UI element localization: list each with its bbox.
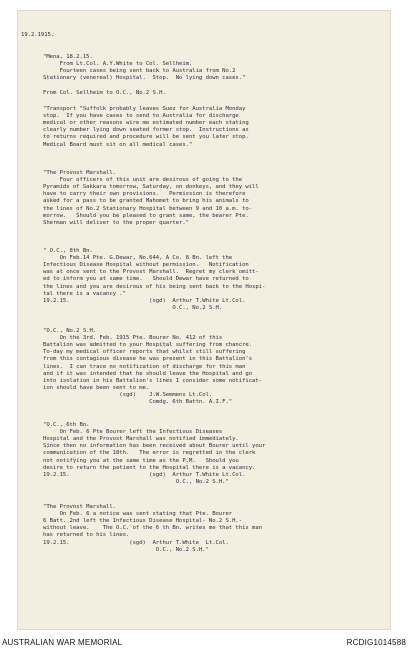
message-line: On Feb. 6 a notice was sent stating that Pte. Bourer xyxy=(43,511,233,518)
message-line: morrow. Should you be pleased to grant same, the bearer Pte. xyxy=(43,212,249,219)
message-line: Medical Board must sit on all medical cases." xyxy=(43,141,193,148)
message-line: Comdg. 6th Battn. A.I.F." xyxy=(43,399,233,405)
message-line: Pyramids of Sakkara tomorrow, Saturday, on donkeys, and they will xyxy=(43,184,259,191)
message-line: has returned to his lines. xyxy=(43,532,130,539)
message-line: On Feb. 6 Pte Bourer left the Infectious Diseases xyxy=(43,429,223,436)
message-line: On Feb.14 Pte. G.Dewar, No.644, A Co. 8 Bn. left the xyxy=(43,255,233,262)
message-line: O.C., No.2 S.H. xyxy=(43,304,223,311)
message-line: Battalion was admitted to your Hospital suffering from chancre. xyxy=(43,342,253,349)
message-line: "The Provost Marshall. xyxy=(43,504,116,510)
message-line: tal there is a vacancy ." xyxy=(43,290,126,297)
message-line: 19.2.15. (sgd) Arthur T.White Lt.Col. xyxy=(43,471,246,478)
footer-institution: AUSTRALIAN WAR MEMORIAL xyxy=(2,638,123,647)
message-line: " O.C., 8th Bn. xyxy=(43,248,93,254)
archive-footer xyxy=(0,636,408,650)
message-line: Sherman will deliver to the proper quarter." xyxy=(43,219,189,226)
message-line: Fourteen cases being sent back to Australia from No.2 xyxy=(43,68,236,75)
message-line: desire to return the patient to the Hospital there is a vacancy. xyxy=(43,464,256,471)
message-line: Infectious Disease Hospital without permission. Notification xyxy=(43,262,249,269)
message-line: On the 3rd. Feb. 1915 Pte. Bourer No. 412 of this xyxy=(43,335,223,342)
message-line: Four officers of this unit are desirous of going to the xyxy=(43,177,243,184)
message-line: lines. I can trace no notification of discharge for this man xyxy=(43,363,246,370)
message-line: not notifying you at the same time as the P.M. Should you xyxy=(43,457,239,464)
message-line: Stationary (venereal) Hospital. Stop. No lying down cases." xyxy=(43,75,246,82)
message-line: "Mena, 18.2.15. xyxy=(43,54,93,60)
message-line: without leave. The O.C. of the 6 th Bn. writes me that this man xyxy=(43,525,262,532)
message-line: into isolation in his Battalion's lines I consider some notificat- xyxy=(43,377,262,384)
message-line: asked for a pass to be granted Mahomet to bring his animals to xyxy=(43,198,249,205)
message-line: "Transport "Suffolk probably leaves Suez for Australia Monday xyxy=(43,106,246,112)
message-line: ed to inform you at same time. Should Dewar have returned to xyxy=(43,276,249,283)
message-line: From Col. Sellheim to O.C., No.2 S.H. xyxy=(43,89,166,96)
message-line: (sgd) J.W.Semmens Lt.Col. xyxy=(43,391,213,398)
message-line: 6 Batt. 2nd left the Infectious Disease Hospital- No.2 S.H.- xyxy=(43,518,243,525)
message-line: To-day my medical officer reports that whilst still suffering xyxy=(43,349,246,356)
footer-record-id: RCDIG1014588 xyxy=(346,638,406,647)
message-line: 19.2.15. (sgd) Arthur T.White Lt.Col. xyxy=(43,297,246,304)
message-line: stop. If you have cases to send to Australia for discharge xyxy=(43,113,239,120)
message-line: to returns required and procedure will be sent you later stop. xyxy=(43,134,249,141)
message-line: from this contagious disease he was present in this Battalion's xyxy=(43,356,253,363)
message-line: ion should have been sent to me. xyxy=(43,384,150,391)
message-line: the lines of No.2 Stationary Hospital between 9 and 10 a.m. to- xyxy=(43,205,253,212)
message-line: medical or other reasons wire me estimated number each stating xyxy=(43,120,249,127)
message-line: From Lt.Col. A.Y.White to Col. Sellheim. xyxy=(43,61,193,68)
message-line: Hospital and the Provost Marshall was notified immediately. xyxy=(43,436,239,443)
message-line: "O.C., No.2 S.H. xyxy=(43,328,97,334)
message-line: was at once sent to the Provost Marshall. Regret my clerk omitt- xyxy=(43,269,259,276)
typed-letter-body xyxy=(17,10,391,630)
message-line: clearly number lying down seated former stop. Instructions as xyxy=(43,127,249,134)
message-line: communication of the 18th. The error is regretted in the clerk xyxy=(43,450,256,457)
message-line: O.C., No.2 S.H." xyxy=(43,546,209,553)
message-line: 19.2.15. (sgd) Arthur T.White Lt.Col. xyxy=(43,539,229,546)
message-line: the lines and you are desirous of his being sent back to the Hospi- xyxy=(43,283,266,290)
message-line: have to carry their own provisions. Permission is therefore xyxy=(43,191,246,198)
message-line: Since then no information has been received about Bourer until your xyxy=(43,443,266,450)
message-line: "The Provost Marshall. xyxy=(43,170,116,176)
message-line: O.C., No.2 S.H." xyxy=(43,478,229,485)
message-line: and if it was intended that he should leave the Hospital and go xyxy=(43,370,253,377)
document-date: 19.2.1915. xyxy=(21,32,55,38)
document-page xyxy=(17,10,391,630)
message-line: "O.C., 6th Bn. xyxy=(43,422,90,428)
